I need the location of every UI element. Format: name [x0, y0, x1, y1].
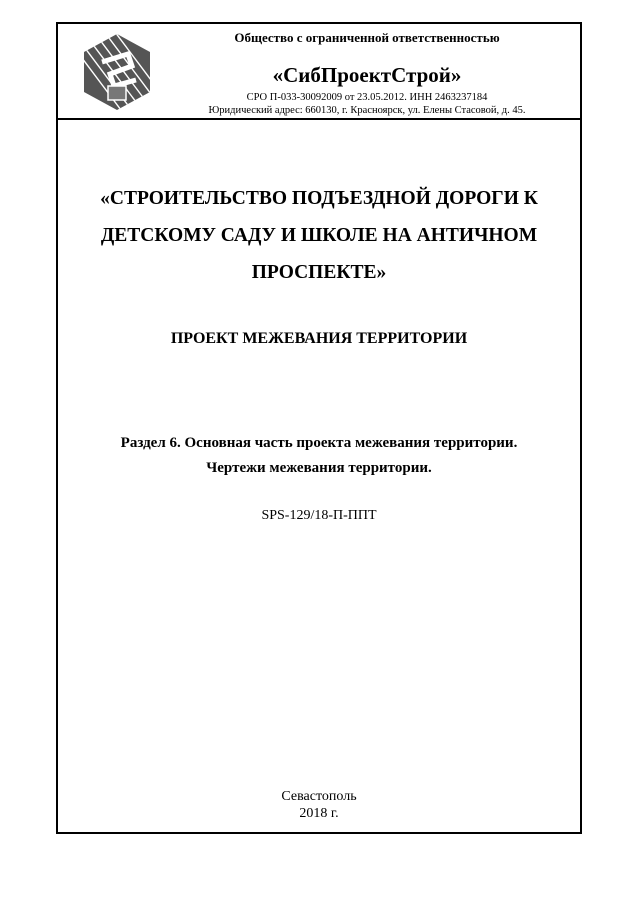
sro-info: СРО П-033-30092009 от 23.05.2012. ИНН 2463237184	[246, 92, 488, 103]
title-line-1: «СТРОИТЕЛЬСТВО ПОДЪЕЗДНОЙ ДОРОГИ К	[100, 188, 538, 209]
place-and-year	[58, 788, 580, 822]
company-logo	[80, 32, 154, 112]
title-page-frame	[56, 22, 582, 834]
section-line-1: Раздел 6. Основная часть проекта межевания территории.	[120, 435, 518, 451]
document-title	[78, 180, 560, 291]
org-type: Общество с ограниченной ответственностью	[234, 30, 500, 45]
section-line-2: Чертежи межевания территории.	[206, 460, 432, 476]
legal-address: Юридический адрес: 660130, г. Красноярск, ул. Елены Стасовой, д. 45.	[208, 105, 526, 116]
company-header	[58, 24, 580, 120]
document-subtitle: ПРОЕКТ МЕЖЕВАНИЯ ТЕРРИТОРИИ	[170, 330, 468, 347]
company-name: «СибПроектСтрой»	[272, 63, 462, 87]
city: Севастополь	[281, 789, 357, 804]
title-line-2: ДЕТСКОМУ САДУ И ШКОЛЕ НА АНТИЧНОМ	[100, 225, 538, 246]
year: 2018 г.	[299, 806, 339, 821]
title-line-3: ПРОСПЕКТЕ»	[251, 262, 387, 283]
section-heading	[58, 431, 580, 481]
document-code: SPS-129/18-П-ППТ	[261, 508, 377, 523]
